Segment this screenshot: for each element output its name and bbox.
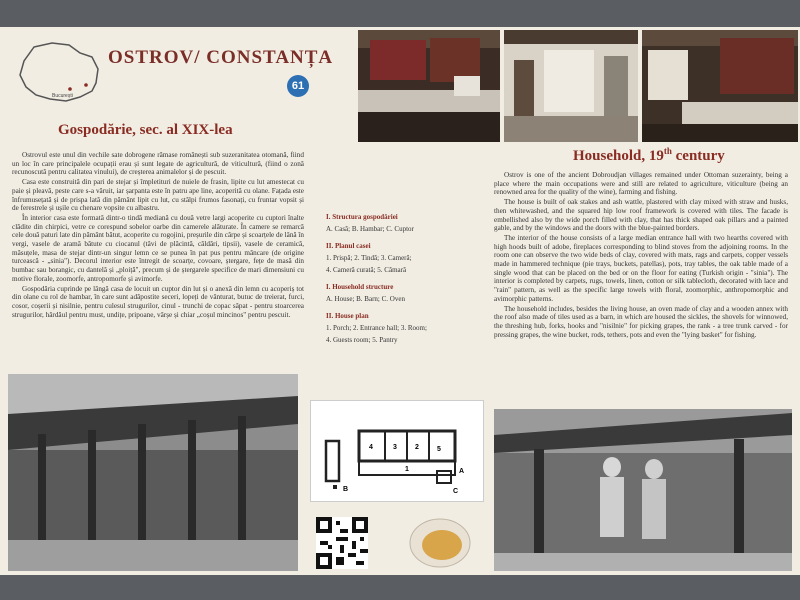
paragraph: Casa este construită din pari de stejar și împletituri de nuiele de frasin, lipite cu lut amestecat cu paie și pleavă, peste care s-a văruit, iar șarpanta este în patru ape line, acoperită cu olane. Fațada este înfrumusețată și de prispa lată din pământ lipit cu lut, cu stâlpi frumos fasonați, cu fruntar vopsit și de ferestrele și ușile cu chenare vopsite cu albastru. [12,178,304,213]
plan-label: 5 [437,446,441,453]
sticker [406,513,476,569]
heading-ro: Gospodărie, sec. al XIX-lea [58,122,233,138]
legend-heading: I. Structura gospodăriei [326,213,398,221]
paragraph: Ostrovul este unul din vechile sate dobrogene rămase românești sub suzeranitatea otomană, fiind un loc în care principalele ocupații erau și sunt legate de agricultură, de viticultură, (fiind o zonă recunoscută pentru calitatea vinului), de creșterea animalelor și de pescuit. [12,151,304,177]
plan-label: 2 [415,444,419,451]
paragraph: În interior casa este formată dintr-o tindă mediană cu două vetre largi acoperite cu cuptori înalte clădite din chirpici, vetre ce corespund sobelor oarbe din camerele alăturate. În camere se remarcă cele două paturi late din pământ bătut, acoperite cu rogojini, preșurile din cârpe și scoarțele de lână în vergi, vasele de aramă bătute cu ciocanul (tăvi de plăcintă, căldări, tipsii), vasele de ceramică, măsuțele, masa de stejar dintr-un singur lemn ce se punea în pat pus pentru mâncare (de origine turcească - „sinia"). Decorul interior este întregit de scoarțe, covoare, ștergare, fețe de masă din bumbac sau borangic, cu dantelă și „ploiță", precum și de ștergarele specifice de mari dimensiuni cu motive florale, zoomorfe, antropomorfe și avimorfe. [12,213,304,283]
qr-code[interactable] [316,517,368,569]
map-label: București [52,93,73,99]
legend-line: A. Casă; B. Hambar; C. Cuptor [326,225,414,233]
paragraph: Gospodăria cuprinde pe lângă casa de locuit un cuptor din lut și o anexă din lemn cu acoperiș tot din olane cu rol de hambar, în care sunt adăpostite seceri, lopeți de vânturat, butuc de treierat, furci, cosor, coșerii și nisilnie, pentru culesul strugurilor, cinul - trunchi de copac săpat - pentru stoarcerea strugurilor, hârdăul pentru must, undițe, pripoane, vârșe și chiar „coșul mincinos" pentru pescuit. [12,284,304,319]
plan-label: 4 [369,444,373,451]
map-dot-icon [68,87,72,91]
legend-heading: II. Planul casei [326,242,371,250]
plan-label: A [459,468,465,475]
photo-interior-2 [504,30,638,142]
heading-en: Household, 19th century [573,146,725,164]
legend [326,207,486,353]
number-badge: 61 [287,75,309,97]
page-title: OSTROV/ CONSTANȚA [108,47,334,68]
plan-label: 3 [393,444,397,451]
legend-line: 1. Prispă; 2. Tindă; 3. Cameră; [326,254,412,262]
paragraph: The household includes, besides the living house, an oven made of clay and a wooden annex with the roof also made of tiles used as a barn, in which are housed the sickles, the shovels for winnowed, the threshing hub, forks, hooks and "nisilnie" for picking grapes, the rank - a tree trunk carved - for pressing grapes, the wine bucket, rods, tethers, pots and even the "lying basket" for fishing. [494,304,788,339]
floor-plan [310,400,484,502]
romania-map [14,39,104,109]
legend-heading: I. Household structure [326,283,394,291]
legend-line: 4. Guests room; 5. Pantry [326,336,398,344]
text-en [494,171,788,399]
plan-label: B [343,486,349,493]
legend-line: A. House; B. Barn; C. Oven [326,295,405,303]
legend-line: 1. Porch; 2. Entrance hall; 3. Room; [326,324,427,332]
paragraph: Ostrov is one of the ancient Dobroudjan villages remained under Ottoman suzerainty, being a place where the main occupations were and still are related to agriculture, viticulture (being an renowned area for the quality of the wine), farming and fishing. [494,171,788,197]
photo-interior-3 [642,30,798,142]
plan-label: C [453,488,459,495]
plan-label: 1 [405,466,409,473]
photo-workers [494,409,792,571]
map-dot-icon [84,83,88,87]
paragraph: The house is built of oak stakes and ash wattle, plastered with clay mixed with straw and husks, then whitewashed, and the squared hip low roof framework is covered with tiles. The facade is embellished also by the wide porch filled with clay, that has thick shaped oak pillars and a painted gable, and by the windows and the doors with the blue-painted borders. [494,198,788,233]
paragraph: The interior of the house consists of a large median entrance hall with two hearths covered with high hoods built of adobe, fireplaces corresponding to blind stoves from the adjoining rooms. In the room one can observe the two wide beds of clay, covered with mats, rags and carpets, copper vessels made in hammered technique (pie trays, buckets, patellas), pots, tray tables, the oak table made of a single wood that can be placed on the bed or on the floor for eating (Turkish origin - "sinia"). The interior is completed by carpets, rugs, towels, linen, cotton or silk tablecloth, decorated with lace and "rain" pattern, as well as the specific large towels with floral, zoomorphic, anthropomorphic and avimorphic patterns. [494,233,788,303]
text-ro [12,151,304,403]
photo-interior-1 [358,30,500,142]
info-board [0,27,800,575]
legend-heading: II. House plan [326,312,369,320]
legend-line: 4. Cameră curată; 5. Cămară [326,266,407,274]
photo-barn [8,374,298,571]
